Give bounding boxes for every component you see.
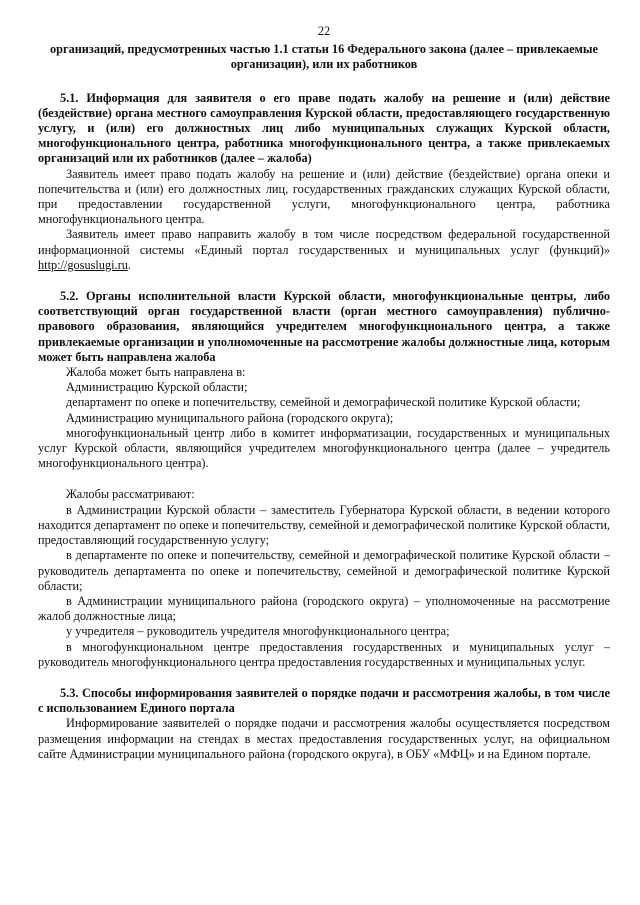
- spacer: [38, 73, 610, 91]
- recipient-item: многофункциональный центр либо в комитет информатизации, государственных и муниципальных услуг Курской области, являющийся учредителем многофункционального центра (далее – учредитель многофункционального центра).: [38, 425, 610, 471]
- reviewer-item: в Администрации муниципального района (городского округа) – уполномоченные на рассмотрение жалоб должностные лица;: [38, 593, 610, 624]
- section-5-3-heading: 5.3. Способы информирования заявителей о порядке подачи и рассмотрения жалобы, в том числе с использованием Единого портала: [38, 685, 610, 716]
- recipient-item: Администрацию муниципального района (городского округа);: [66, 410, 394, 425]
- reviewer-item: у учредителя – руководитель учредителя многофункционального центра;: [66, 624, 450, 639]
- continued-heading: организаций, предусмотренных частью 1.1 статьи 16 Федерального закона (далее – привлекаемые организации), или их работников: [50, 42, 598, 72]
- section-5-2-heading: 5.2. Органы исполнительной власти Курской области, многофункциональные центры, либо соответствующий орган государственной власти (орган местного самоуправления) публично-правового образования, являющийся учредителем многофункционального центра, а также привлекаемые организации и уполномоченные на рассмотрение жалобы должностные лица, которым может быть направлена жалоба: [38, 289, 610, 364]
- spacer: [38, 471, 610, 487]
- recipient-item: Администрацию Курской области;: [66, 380, 248, 395]
- page-number: 22: [317, 24, 331, 38]
- spacer: [38, 273, 610, 289]
- paragraph-text: Заявитель имеет право направить жалобу в том числе посредством федеральной государственной информационной системы «Единый портал государственных и муниципальных услуг (функций)»: [38, 227, 610, 257]
- reviewer-item: в Администрации Курской области – заместитель Губернатора Курской области, в ведении которого находится департамент по опеке и попечительству, семейной и демографической политике Курской области, предоставляющий государственную услугу;: [38, 502, 610, 548]
- can-send-intro: Жалоба может быть направлена в:: [66, 365, 246, 380]
- section-5-3-paragraph: Информирование заявителей о порядке подачи и рассмотрения жалобы осуществляется посредством размещения информации на стендах в местах предоставления государственных услуг, на официальном сайте Администрации муниципального района (городского округа), в ОБУ «МФЦ» и на Едином портале.: [38, 716, 610, 761]
- reviewed-intro: Жалобы рассматривают:: [66, 487, 195, 502]
- section-5-1-paragraph-1: Заявитель имеет право подать жалобу на решение и (или) действие (бездействие) органа опеки и попечительства и (или) его должностных лиц, государственных гражданских служащих Курской области, при предоставлении государственной услуги, многофункционального центра, работника многофункционального центра.: [38, 166, 610, 227]
- recipient-item: департамент по опеке и попечительству, семейной и демографической политике Курской области;: [66, 395, 581, 410]
- reviewer-item: в департаменте по опеке и попечительству, семейной и демографической политике Курской области – руководитель департамента по опеке и попечительству, семейной и демографической политике Курской области;: [38, 548, 610, 593]
- section-5-1-heading: 5.1. Информация для заявителя о его праве подать жалобу на решение и (или) действие (бездействие) органа местного самоуправления Курской области, предоставляющего государственную услугу, и (или) его должностных лиц либо муниципальных служащих Курской области, многофункционального центра, работника многофункционального центра, а также привлекаемых организаций или их работников (далее – жалоба): [38, 90, 610, 166]
- paragraph-end: .: [127, 257, 131, 272]
- spacer: [38, 670, 610, 686]
- section-5-1-paragraph-2: [38, 227, 610, 273]
- gosuslugi-link[interactable]: http://gosuslugi.ru: [38, 257, 128, 272]
- reviewer-item: в многофункциональном центре предоставления государственных и муниципальных услуг – руководитель многофункционального центра предоставления государственных и муниципальных услуг.: [38, 639, 610, 669]
